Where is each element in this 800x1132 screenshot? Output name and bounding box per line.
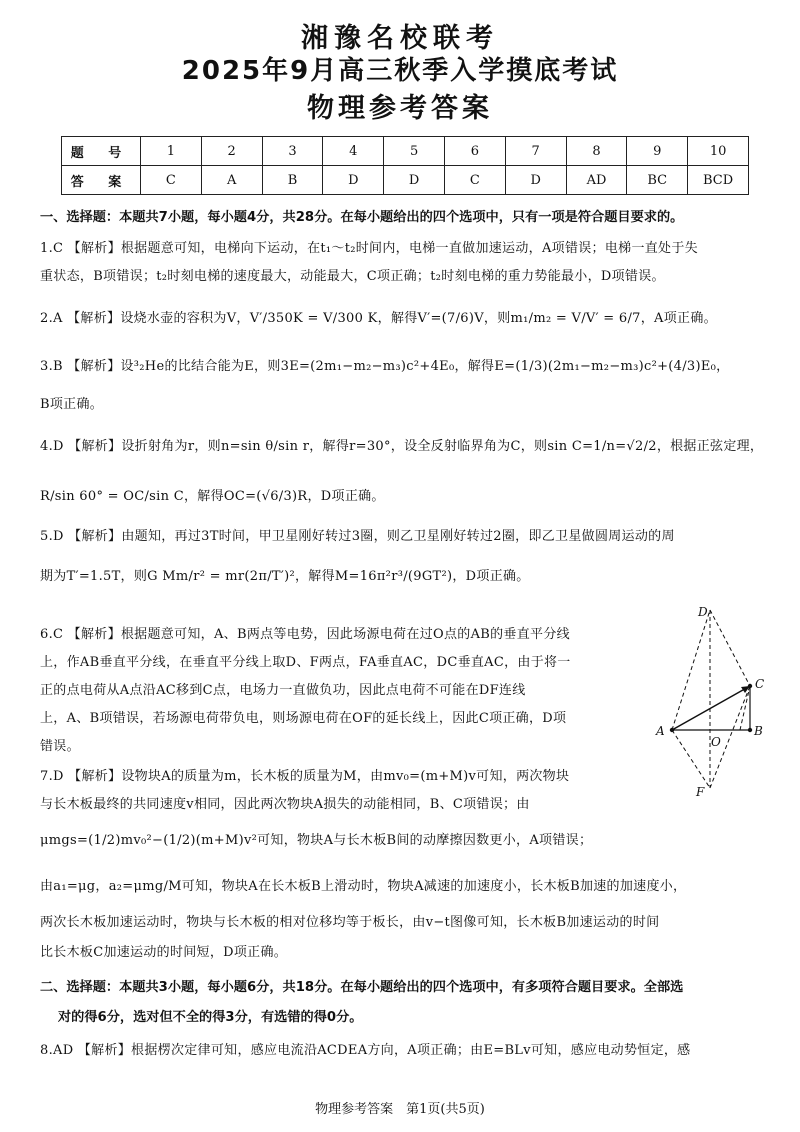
q7-explanation-line: μmgs=(1/2)mv₀²−(1/2)(m+M)v²可知，物块A与长木板B间的动摩擦因数更小，A项错误； bbox=[40, 833, 593, 848]
q3-explanation-line: 3.B 【解析】设³₂He的比结合能为E，则3E=(2m₁−m₂−m₃)c²+4E₀，解得E=(1/3)(2m₁−m₂−m₃)c²+(4/3)E₀， bbox=[40, 359, 730, 374]
answer-cell: C bbox=[141, 166, 202, 195]
segment-ac bbox=[672, 686, 750, 730]
question-number-row bbox=[62, 137, 749, 166]
answer-cell: D bbox=[384, 166, 445, 195]
q7-explanation-line: 与长木板最终的共同速度v相同，因此两次物块A损失的动能相同，B、C项错误；由 bbox=[40, 797, 530, 812]
question-number-cell: 3 bbox=[262, 137, 323, 166]
label-b: B bbox=[754, 724, 763, 738]
q6-explanation-line: 上，作AB垂直平分线，在垂直平分线上取D、F两点，FA垂直AC，DC垂直AC，由于将一 bbox=[40, 655, 571, 670]
question-number-cell: 10 bbox=[688, 137, 749, 166]
q7-explanation-line: 由a₁=μg，a₂=μmg/M可知，物块A在长木板B上滑动时，物块A减速的加速度小，长木板B加速的加速度小， bbox=[40, 879, 687, 894]
page-footer: 物理参考答案 第1页(共5页) bbox=[315, 1102, 485, 1117]
question-number-header: 题 号 bbox=[62, 137, 141, 166]
q6-geometry-figure bbox=[650, 600, 780, 800]
label-o: O bbox=[711, 735, 721, 749]
answer-cell: BCD bbox=[688, 166, 749, 195]
exam-name-title: 2025年9月高三秋季入学摸底考试 bbox=[181, 56, 619, 86]
q5-explanation-line: 期为T′=1.5T，则G Mm/r² = mr(2π/T′)²，解得M=16π²r³/(9GT²)，D项正确。 bbox=[40, 569, 530, 584]
q1-explanation-line: 重状态，B项错误；t₂时刻电梯的速度最大，动能最大，C项正确；t₂时刻电梯的重力势能最小，D项错误。 bbox=[40, 269, 665, 284]
q8-explanation-line: 8.AD 【解析】根据楞次定律可知，感应电流沿ACDEA方向，A项正确；由E=BLv可知，感应电动势恒定，感 bbox=[40, 1043, 691, 1058]
q6-explanation-line: 错误。 bbox=[40, 739, 80, 754]
label-d: D bbox=[698, 605, 708, 619]
q7-explanation-line: 两次长木板加速运动时，物块与长木板的相对位移均等于板长，由v−t图像可知，长木板B加速运动的时间 bbox=[40, 915, 660, 930]
q1-explanation-line: 1.C 【解析】根据题意可知，电梯向下运动，在t₁～t₂时间内，电梯一直做加速运动，A项错误；电梯一直处于失 bbox=[40, 241, 698, 256]
answer-cell: D bbox=[323, 166, 384, 195]
point-c bbox=[748, 684, 752, 688]
label-f: F bbox=[696, 785, 705, 799]
answer-cell: AD bbox=[566, 166, 627, 195]
question-number-cell: 9 bbox=[627, 137, 688, 166]
label-a: A bbox=[656, 724, 665, 738]
question-number-cell: 2 bbox=[201, 137, 262, 166]
answer-cell: C bbox=[444, 166, 505, 195]
q2-explanation-line: 2.A 【解析】设烧水壶的容积为V，V′/350K = V/300 K，解得V′=(7/6)V，则m₁/m₂ = V/V′ = 6/7，A项正确。 bbox=[40, 311, 717, 326]
question-number-cell: 8 bbox=[566, 137, 627, 166]
point-b bbox=[748, 728, 752, 732]
q4-explanation-line: 4.D 【解析】设折射角为r，则n=sin θ/sin r，解得r=30°，设全反射临界角为C，则sin C=1/n=√2/2，根据正弦定理， bbox=[40, 439, 764, 454]
segment-af bbox=[672, 730, 710, 788]
q7-explanation-line: 比长木板C加速运动的时间短，D项正确。 bbox=[40, 945, 288, 960]
answer-row bbox=[62, 166, 749, 195]
answer-cell: B bbox=[262, 166, 323, 195]
question-number-cell: 4 bbox=[323, 137, 384, 166]
q6-explanation-line: 正的点电荷从A点沿AC移到C点，电场力一直做负功，因此点电荷不可能在DF连线 bbox=[40, 683, 526, 698]
segment-dc bbox=[710, 610, 750, 686]
answer-table bbox=[61, 136, 749, 195]
label-c: C bbox=[755, 677, 765, 691]
q7-explanation-line: 7.D 【解析】设物块A的质量为m，长木板的质量为M，由mv₀=(m+M)v可知，两次物块 bbox=[40, 769, 570, 784]
section-2-heading-cont: 对的得6分，选对但不全的得3分，有选错的得0分。 bbox=[58, 1010, 363, 1025]
subject-answer-title: 物理参考答案 bbox=[307, 93, 493, 124]
question-number-cell: 6 bbox=[444, 137, 505, 166]
q4-explanation-line: R/sin 60° = OC/sin C，解得OC=(√6/3)R，D项正确。 bbox=[40, 489, 385, 504]
question-number-cell: 5 bbox=[384, 137, 445, 166]
point-a bbox=[670, 728, 674, 732]
q6-explanation-line: 6.C 【解析】根据题意可知，A、B两点等电势，因此场源电荷在过O点的AB的垂直平分线 bbox=[40, 627, 570, 642]
section-2-heading: 二、选择题：本题共3小题，每小题6分，共18分。在每小题给出的四个选项中，有多项符合题目要求。全部选 bbox=[40, 980, 684, 995]
answer-cell: BC bbox=[627, 166, 688, 195]
q3-explanation-line: B项正确。 bbox=[40, 397, 104, 412]
answer-cell: D bbox=[505, 166, 566, 195]
answer-header: 答 案 bbox=[62, 166, 141, 195]
q6-explanation-line: 上，A、B项错误，若场源电荷带负电，则场源电荷在OF的延长线上，因此C项正确，D项 bbox=[40, 711, 567, 726]
exam-organizer-title: 湘豫名校联考 bbox=[301, 23, 499, 54]
section-1-heading: 一、选择题：本题共7小题，每小题4分，共28分。在每小题给出的四个选项中，只有一项是符合题目要求的。 bbox=[40, 210, 684, 225]
question-number-cell: 7 bbox=[505, 137, 566, 166]
q5-explanation-line: 5.D 【解析】由题知，再过3T时间，甲卫星刚好转过3圈，则乙卫星刚好转过2圈，即乙卫星做圆周运动的周 bbox=[40, 529, 675, 544]
answer-cell: A bbox=[201, 166, 262, 195]
question-number-cell: 1 bbox=[141, 137, 202, 166]
